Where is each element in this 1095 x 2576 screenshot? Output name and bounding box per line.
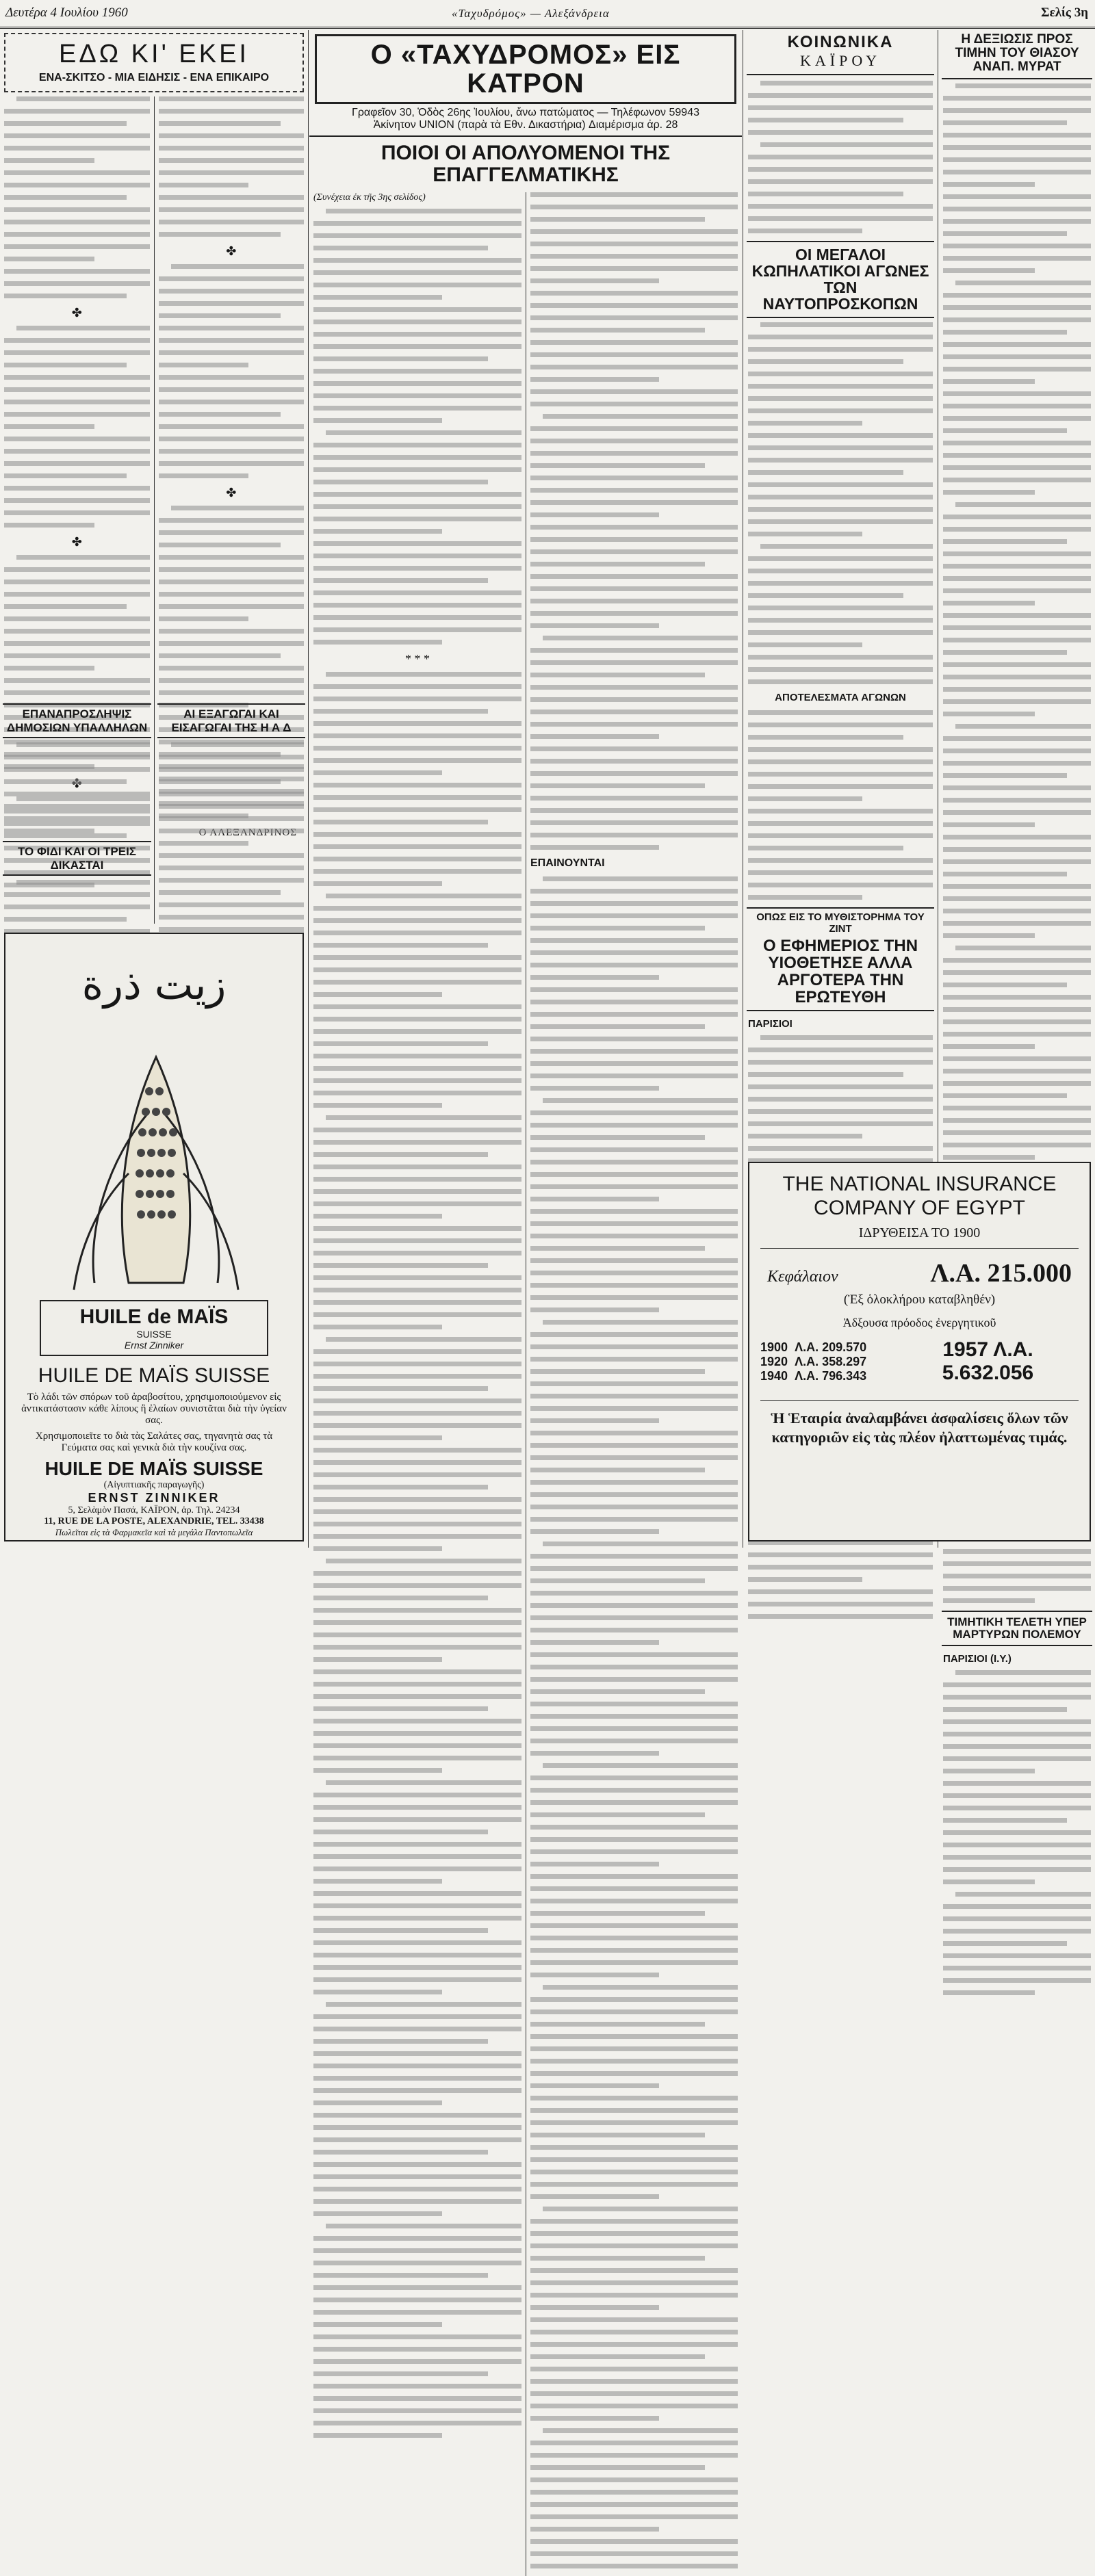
column-edo-ki-ekei xyxy=(0,30,308,721)
continuation-note: (Συνέχεια ἐκ τῆς 3ης σελίδος) xyxy=(313,192,426,203)
memorial-dateline: ΠΑΡΙΣΙΟΙ (Ι.Υ.) xyxy=(943,1652,1012,1665)
insurance-ad-box xyxy=(748,1162,1091,1541)
insurance-premiums-label: Ἀδξουσα πρόοδος ἐνεργητικοῦ xyxy=(842,1316,996,1329)
insurance-1957-total: 1957 Λ.Α. 5.632.056 xyxy=(942,1338,1034,1384)
headline-reception: Η ΔΕΞΙΩΣΙΣ ΠΡΟΣ ΤΙΜΗΝ ΤΟΥ ΘΙΑΣΟΥ ΑΝΑΠ. ΜΥΡΑΤ xyxy=(942,33,1092,79)
social-subtitle: ΚΑΪΡΟΥ xyxy=(799,52,881,69)
page-number: Σελίς 3η xyxy=(1041,5,1088,20)
ad-brand: HUILE de MAÏS xyxy=(79,1305,229,1328)
ad-product-of: (Αἰγυπτιακῆς παραγωγῆς) xyxy=(103,1480,205,1490)
insurance-footer: Ἡ Ἑταιρία ἀναλαμβάνει ἀσφαλίσεις ὅλων τῶν κατηγοριῶν εἰς τὰς πλέον ἠλαττωμένας τιμάς. xyxy=(760,1400,1079,1446)
ornament: ✤ xyxy=(71,535,82,549)
section-praised: ΕΠΑΙΝΟΥΝΤΑΙ xyxy=(530,857,605,869)
section-title-box xyxy=(4,33,304,92)
headline-dismissed: ΠΟΙΟΙ ΟΙ ΑΠΟΛΥΟΜΕΝΟΙ ΤΗΣ ΕΠΑΓΓΕΛΜΑΤΙΚΗΣ xyxy=(381,142,671,186)
ad-title-repeat: HUILE DE MAÏS SUISSE xyxy=(44,1458,263,1479)
headline-memorial: ΤΙΜΗΤΙΚΗ ΤΕΛΕΤΗ ΥΠΕΡ ΜΑΡΤΥΡΩΝ ΠΟΛΕΜΟΥ xyxy=(942,1611,1092,1646)
headline-regatta: ΟΙ ΜΕΓΑΛΟΙ ΚΩΠΗΛΑΤΙΚΟΙ ΑΓΩΝΕΣ ΤΩΝ ΝΑΥΤΟΠΡΟΣΚΟΠΩΝ xyxy=(747,241,934,318)
page-header xyxy=(0,0,1095,29)
insurance-row: 1940 Λ.Α. 796.343 xyxy=(760,1368,867,1383)
ad-maker: Ernst Zinniker xyxy=(124,1340,184,1351)
ad-suisse: SUISSE xyxy=(136,1329,172,1340)
headline-exports-imports: ΑΙ ΕΞΑΓΩΓΑΙ ΚΑΙ ΕΙΣΑΓΩΓΑΙ ΤΗΣ Η Α Δ xyxy=(157,703,305,738)
ad-usage: Χρησιμοποιεῖτε το διὰ τὰς Σαλάτες σας, τηγανητὰ σας τὰ Γεύματα σας καὶ γενικὰ διὰ τὴν κουζίνα σας. xyxy=(35,1431,273,1453)
office-address-2: Ἀκίνητον UNION (παρὰ τὰ Εθν. Δικαστήρια) Διαμέρισμα ἀρ. 28 xyxy=(309,119,742,137)
column-center xyxy=(309,30,742,1548)
ornament: ✤ xyxy=(226,486,237,499)
insurance-founded: ΙΔΡΥΘΕΙΣΑ ΤΟ 1900 xyxy=(760,1225,1079,1249)
issue-date: Δευτέρα 4 Ιουλίου 1960 xyxy=(5,5,128,20)
ad-sold-at: Πωλεῖται εἰς τὰ Φαρμακεῖα καὶ τὰ μεγάλα Παντοπωλεῖα xyxy=(55,1527,253,1537)
office-address-1: Γραφεῖον 30, Ὁδὸς 26ης Ἰουλίου, ἄνω πατώματος — Τηλέφωνον 59943 xyxy=(352,107,699,118)
ad-huile-de-mais xyxy=(0,927,308,1546)
insurance-capital-label: Κεφάλαιον xyxy=(767,1268,838,1286)
insurance-row: 1900 Λ.Α. 209.570 xyxy=(760,1340,867,1354)
insurance-capital-value: Λ.Α. 215.000 xyxy=(930,1259,1072,1288)
column-left-lower-a xyxy=(0,698,154,924)
ad-address-cairo: 5, Σελὰμὸν Πασά, ΚΑΪΡΟΝ, ἀρ. Τηλ. 24234 xyxy=(68,1505,240,1515)
ad-company: ERNST ZINNIKER xyxy=(88,1491,220,1505)
banner-taxydromos-kairo: Ο «ΤΑΧΥΔΡΟΜΟΣ» ΕΙΣ ΚΑΤΡΟΝ xyxy=(315,34,736,104)
insurance-years-table xyxy=(760,1340,897,1383)
ad-description: Τὸ λάδι τῶν σπόρων τοῦ ἀραβοσίτου, χρησιμοποιούμενον εἰς ἀντικατάστασιν κάθε λίπους ἢ ἐλαίων συνιστᾶται διὰ τὴν ὑγείαν σας. xyxy=(21,1392,287,1426)
social-header xyxy=(747,30,934,75)
ad-address-alex: 11, RUE DE LA POSTE, ALEXANDRIE, TEL. 33438 xyxy=(44,1516,264,1526)
regatta-results-title: ΑΠΟΤΕΛΕΣΜΑΤΑ ΑΓΩΝΩΝ xyxy=(775,691,906,703)
social-title: ΚΟΙΝΩΝΙΚΑ xyxy=(787,33,894,51)
ad-national-insurance xyxy=(744,1156,1095,1546)
ad-bottle-label xyxy=(40,1300,268,1356)
ad-arabic-name: زيت ذرة xyxy=(81,961,227,1009)
headline-snake-judges: ΤΟ ΦΙΔΙ ΚΑΙ ΟΙ ΤΡΕΙΣ ΔΙΚΑΣΤΑΙ xyxy=(3,841,151,876)
ornament: ✤ xyxy=(71,306,82,320)
masthead: «Ταχυδρόμος» — Αλεξάνδρεια xyxy=(452,7,610,20)
ad-box xyxy=(4,933,304,1541)
center-text-left xyxy=(309,192,526,2576)
insurance-company-name: THE NATIONAL INSURANCE COMPANY OF EGYPT xyxy=(782,1173,1057,1219)
headline-public-servants: ΕΠΑΝΑΠΡΟΣΛΗΨΙΣ ΔΗΜΟΣΙΩΝ ΥΠΑΛΛΗΛΩΝ xyxy=(3,703,151,738)
center-text-right xyxy=(526,192,742,2576)
headline-zint: Ο ΕΦΗΜΕΡΙΟΣ ΤΗΝ ΥΙΟΘΕΤΗΣΕ ΑΛΛΑ ΑΡΓΟΤΕΡΑ ΤΗΝ ΕΡΩΤΕΥΘΗ xyxy=(747,937,934,1012)
section-title: ΕΔΩ ΚΙ' ΕΚΕΙ xyxy=(58,40,249,68)
insurance-paid: (Ἐξ ὁλοκλήρου καταβληθέν) xyxy=(843,1292,996,1307)
corn-illustration xyxy=(12,1009,300,1297)
column-left-lower-b xyxy=(154,698,308,924)
ad-title: HUILE DE MAÏS SUISSE xyxy=(38,1364,270,1387)
section-subtitle: ΕΝΑ-ΣΚΙΤΣΟ - ΜΙΑ ΕΙΔΗΣΙΣ - ΕΝΑ ΕΠΙΚΑΙΡΟ xyxy=(38,72,270,83)
insurance-row: 1920 Λ.Α. 358.297 xyxy=(760,1354,867,1368)
zint-kicker: ΟΠΩΣ ΕΙΣ ΤΟ ΜΥΘΙΣΤΟΡΗΜΑ ΤΟΥ ΖΙΝΤ xyxy=(747,907,934,935)
zint-dateline: ΠΑΡΙΣΙΟΙ xyxy=(748,1018,793,1030)
ornament: * * * xyxy=(405,652,430,666)
ornament: ✤ xyxy=(226,244,237,258)
column-rule xyxy=(308,30,309,1548)
